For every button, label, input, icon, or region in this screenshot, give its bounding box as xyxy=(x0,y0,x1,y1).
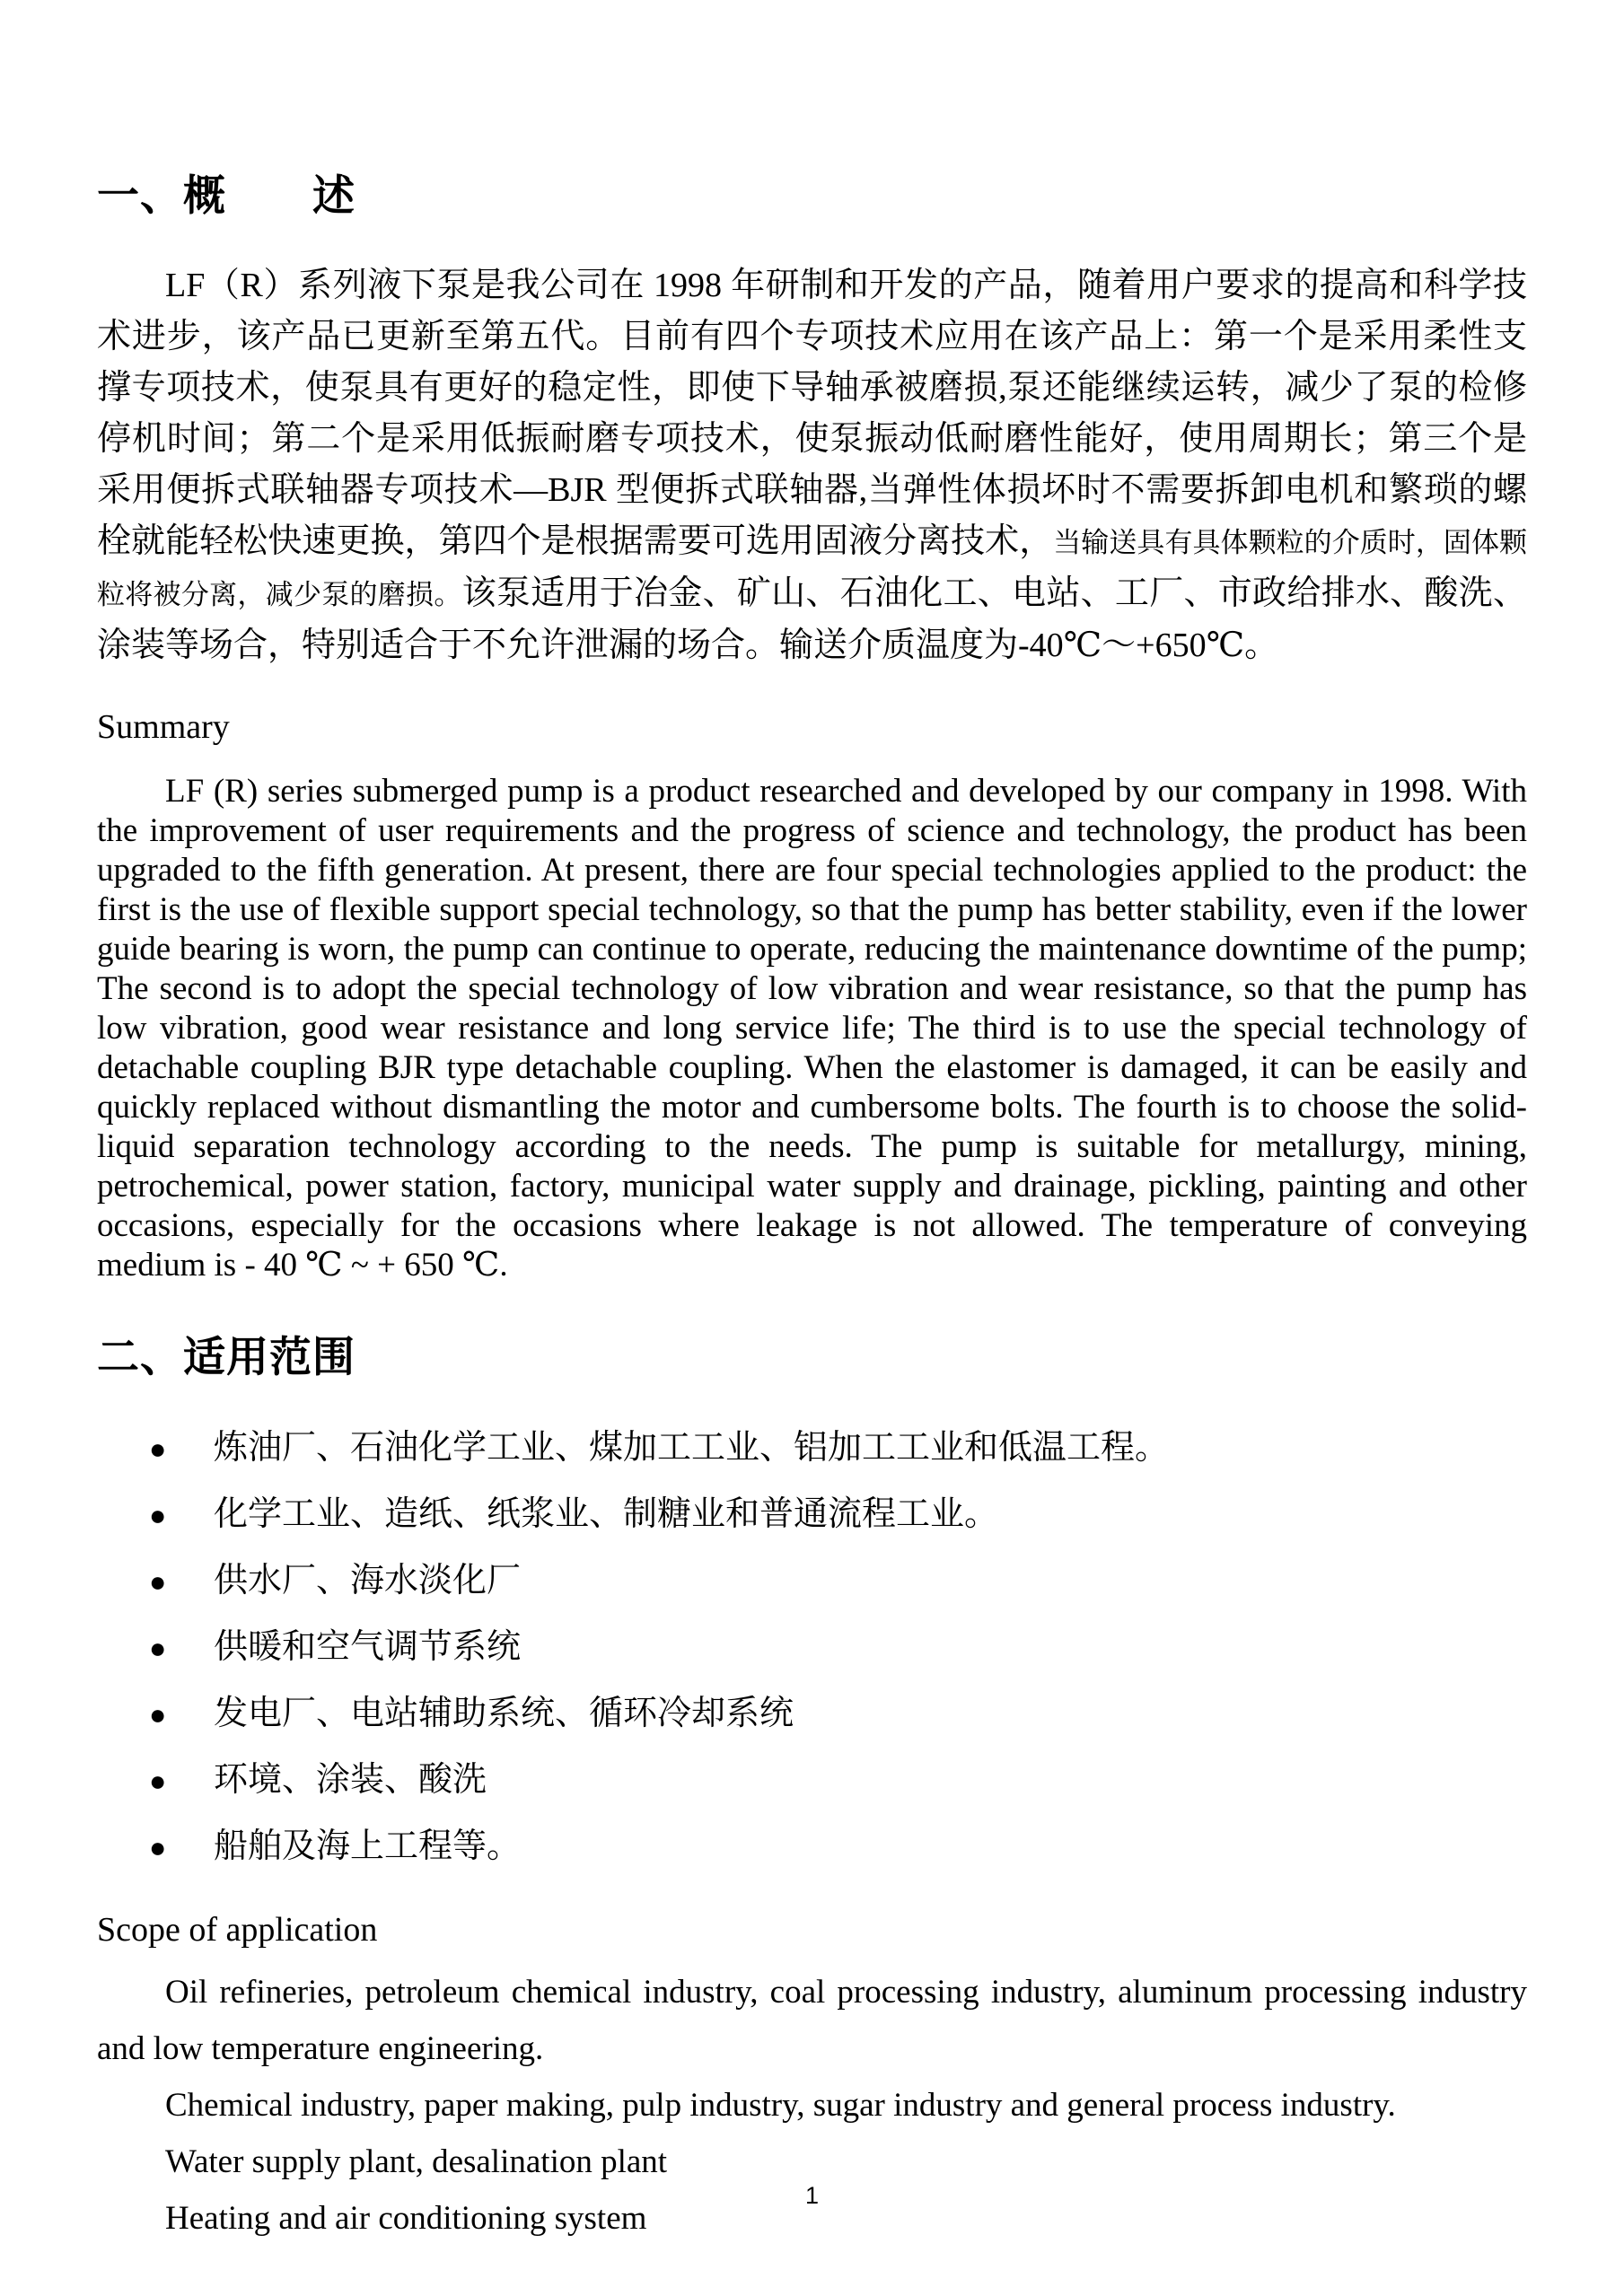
bullet-icon: ● xyxy=(149,1565,167,1599)
list-item xyxy=(149,1482,1527,1548)
list-item-text: 船舶及海上工程等。 xyxy=(214,1827,522,1866)
bullet-icon: ● xyxy=(149,1433,167,1466)
page-number: 1 xyxy=(804,2182,820,2209)
section1-english-paragraph: LF (R) series submerged pump is a product researched and developed by our company in 1998. With the improvement of user requirements and the progress of science and technology, the product has been upgraded to the fifth generation. At present, there are four special technologies applied to the product: the first is the use of flexible support special technology, so that the pump has better stability, even if the lower guide bearing is worn, the pump can continue to operate, reducing the maintenance downtime of the pump; The second is to adopt the special technology of low vibration and wear resistance, so that the pump has low vibration, good wear resistance and long service life; The third is to use the special technology of detachable coupling BJR type detachable coupling. When the elastomer is damaged, it can be easily and quickly replaced without dismantling the motor and cumbersome bolts. The fourth is to choose the solid-liquid separation technology according to the needs. The pump is suitable for metallurgy, mining, petrochemical, power station, factory, municipal water supply and drainage, pickling, painting and other occasions, especially for the occasions where leakage is not allowed. The temperature of conveying medium is - 40 ℃ ~ + 650 ℃. xyxy=(97,772,1527,1284)
list-item-text: 环境、涂装、酸洗 xyxy=(214,1761,487,1800)
list-item xyxy=(149,1814,1527,1880)
scope-paragraph: Heating and air conditioning system xyxy=(165,2200,647,2238)
bullet-icon: ● xyxy=(149,1831,167,1864)
cn-text-normal-1: LF（R）系列液下泵是我公司在 1998 年研制和开发的产品，随着用户要求的提高和科学技术进步，该产品已更新至第五代。目前有四个专项技术应用在该产品上：第一个是采用柔性支撑专项技术，使泵具有更好的稳定性，即使下导轴承被磨损,泵还能继续运转，减少了泵的检修停机时间；第二个是采用低振耐磨专项技术，使泵振动低耐磨性能好，使用周期长；第三个是采用便拆式联轴器专项技术—BJR 型便拆式联轴器,当弹性体损坏时不需要拆卸电机和繁琐的螺栓就能轻松快速更换，第四个是根据需要可选用固液分离技术， xyxy=(97,266,1527,560)
list-item-text: 炼油厂、石油化学工业、煤加工工业、铝加工工业和低温工程。 xyxy=(214,1429,1170,1468)
list-item xyxy=(149,1415,1527,1482)
list-item-text: 供水厂、海水淡化厂 xyxy=(214,1562,522,1600)
scope-label: Scope of application xyxy=(97,1911,378,1950)
list-item xyxy=(149,1681,1527,1748)
list-item-text: 供暖和空气调节系统 xyxy=(214,1628,522,1667)
scope-paragraph: Water supply plant, desalination plant xyxy=(165,2143,668,2181)
section1-heading: 一、概 述 xyxy=(97,171,356,219)
cn-text-small: 当输送具有具体颗粒的介质时，固体颗粒将被分离，减少泵的磨损。 xyxy=(97,526,1527,610)
list-item xyxy=(149,1748,1527,1814)
section1-chinese-paragraph xyxy=(97,260,1527,671)
bullet-icon: ● xyxy=(149,1698,167,1731)
bullet-icon: ● xyxy=(149,1765,167,1798)
list-item-text: 发电厂、电站辅助系统、循环冷却系统 xyxy=(214,1695,794,1733)
application-list xyxy=(97,1415,1527,1880)
list-item xyxy=(149,1615,1527,1681)
summary-label: Summary xyxy=(97,707,230,746)
scope-paragraph: Chemical industry, paper making, pulp industry, sugar industry and general process industry. xyxy=(165,2087,1396,2125)
bullet-icon: ● xyxy=(149,1499,167,1532)
list-item xyxy=(149,1548,1527,1615)
bullet-icon: ● xyxy=(149,1632,167,1665)
cn-text-normal-2: 该泵适用于冶金、矿山、石油化工、电站、工厂、市政给排水、酸洗、涂装等场合，特别适合于不允许泄漏的场合。输送介质温度为-40℃～+650℃。 xyxy=(97,574,1527,664)
scope-paragraph: Oil refineries, petroleum chemical industry, coal processing industry, aluminum processing industry and low temperature engineering. xyxy=(97,1974,1527,2068)
list-item-text: 化学工业、造纸、纸浆业、制糖业和普通流程工业。 xyxy=(214,1495,999,1534)
section2-heading: 二、适用范围 xyxy=(97,1332,356,1380)
